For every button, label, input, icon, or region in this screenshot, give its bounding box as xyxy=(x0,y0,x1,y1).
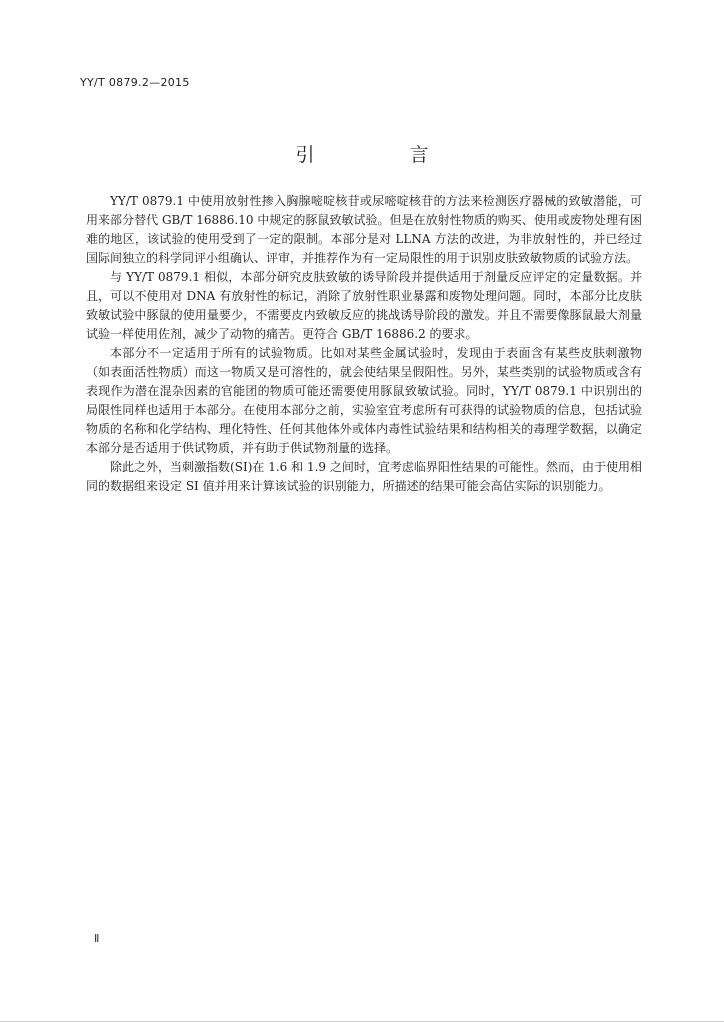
introduction-body xyxy=(86,192,642,496)
paragraph-2: 与 YY/T 0879.1 相似，本部分研究皮肤致敏的诱导阶段并提供适用于剂量反应评定的定量数据。并且，可以不使用对 DNA 有放射性的标记，消除了放射性职业暴露和废物处理问题。同时，本部分比皮肤致敏试验中豚鼠的使用量要少，不需要皮内致敏反应的挑战诱导阶段的激发。并且不需要像豚鼠最大剂量试验一样使用佐剂，减少了动物的痛苦。更符合 GB/T 16886.2 的要求。 xyxy=(86,270,642,341)
paragraph-1: YY/T 0879.1 中使用放射性掺入胸腺嘧啶核苷或尿嘧啶核苷的方法来检测医疗器械的致敏潜能，可用来部分替代 GB/T 16886.10 中规定的豚鼠致敏试验。但是在放射性物质的购买、使用或废物处理有困难的地区，该试验的使用受到了一定的限制。本部分是对 LLNA 方法的改进，为非放射性的，并已经过国际间独立的科学同评小组确认、评审，并推荐作为有一定局限性的用于识别皮肤致敏物质的试验方法。 xyxy=(86,194,642,265)
standard-number-header: YY/T 0879.2—2015 xyxy=(80,76,190,89)
page-number: Ⅱ xyxy=(94,932,100,945)
page-title: 引 言 xyxy=(295,144,467,166)
paragraph-4: 除此之外，当刺激指数(SI)在 1.6 和 1.9 之间时，宜考虑临界阳性结果的可能性。然而，由于使用相同的数据组来设定 SI 值并用来计算该试验的识别能力，所描述的结果可能会高估实际的识别能力。 xyxy=(86,460,642,493)
page-edge-divider xyxy=(0,1021,724,1022)
paragraph-3: 本部分不一定适用于所有的试验物质。比如对某些金属试验时，发现由于表面含有某些皮肤刺激物（如表面活性物质）而这一物质又是可溶性的，就会使结果呈假阳性。另外，某些类别的试验物质或含有表现作为潜在混杂因素的官能团的物质可能还需要使用豚鼠致敏试验。同时，YY/T 0879.1 中识别出的局限性同样也适用于本部分。在使用本部分之前，实验室宜考虑所有可获得的试验物质的信息，包括试验物质的名称和化学结构、理化特性、任何其他体外或体内毒性试验结果和结构相关的毒理学数据，以确定本部分是否适用于供试物质，并有助于供试物剂量的选择。 xyxy=(86,346,642,455)
